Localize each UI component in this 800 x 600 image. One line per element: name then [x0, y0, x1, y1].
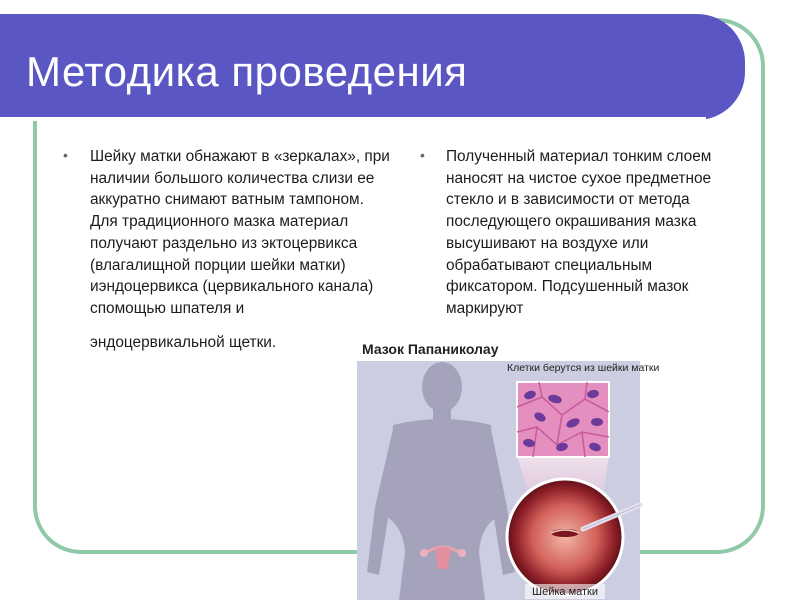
illustration-title: Мазок Папаниколау [362, 341, 499, 357]
bullet-left: • [63, 147, 68, 163]
right-paragraph: Полученный материал тонким слоем наносят на чистое сухое предметное стекло и в зависимости от метода последующего окрашивания мазка высушивают на воздухе или обрабатывают специальным фиксатором. Подсушенный мазок маркируют [446, 148, 712, 317]
cells-inset [517, 382, 609, 457]
pap-smear-illustration [357, 337, 660, 600]
left-paragraph: Шейку матки обнажают в «зеркалах», при наличии большого количества слизи ее аккуратно снимают ватным тампоном. Для традиционного мазка материал получают раздельно из эктоцервикса (влагалищной порции шейки матки) иэндоцервикса (цервикального канала) спомощью шпателя и [90, 148, 390, 317]
cells-caption: Клетки берутся из шейки матки [507, 362, 660, 374]
cervix-image [507, 479, 623, 595]
title-bar [0, 14, 745, 120]
title-underline [0, 117, 706, 121]
left-column [90, 146, 390, 353]
cervix-caption: Шейка матки [532, 586, 599, 598]
bullet-right: • [420, 147, 425, 163]
left-paragraph-extra: эндоцервикальной щетки. [90, 333, 277, 351]
slide-title: Методика проведения [26, 48, 468, 95]
right-column [446, 146, 746, 320]
